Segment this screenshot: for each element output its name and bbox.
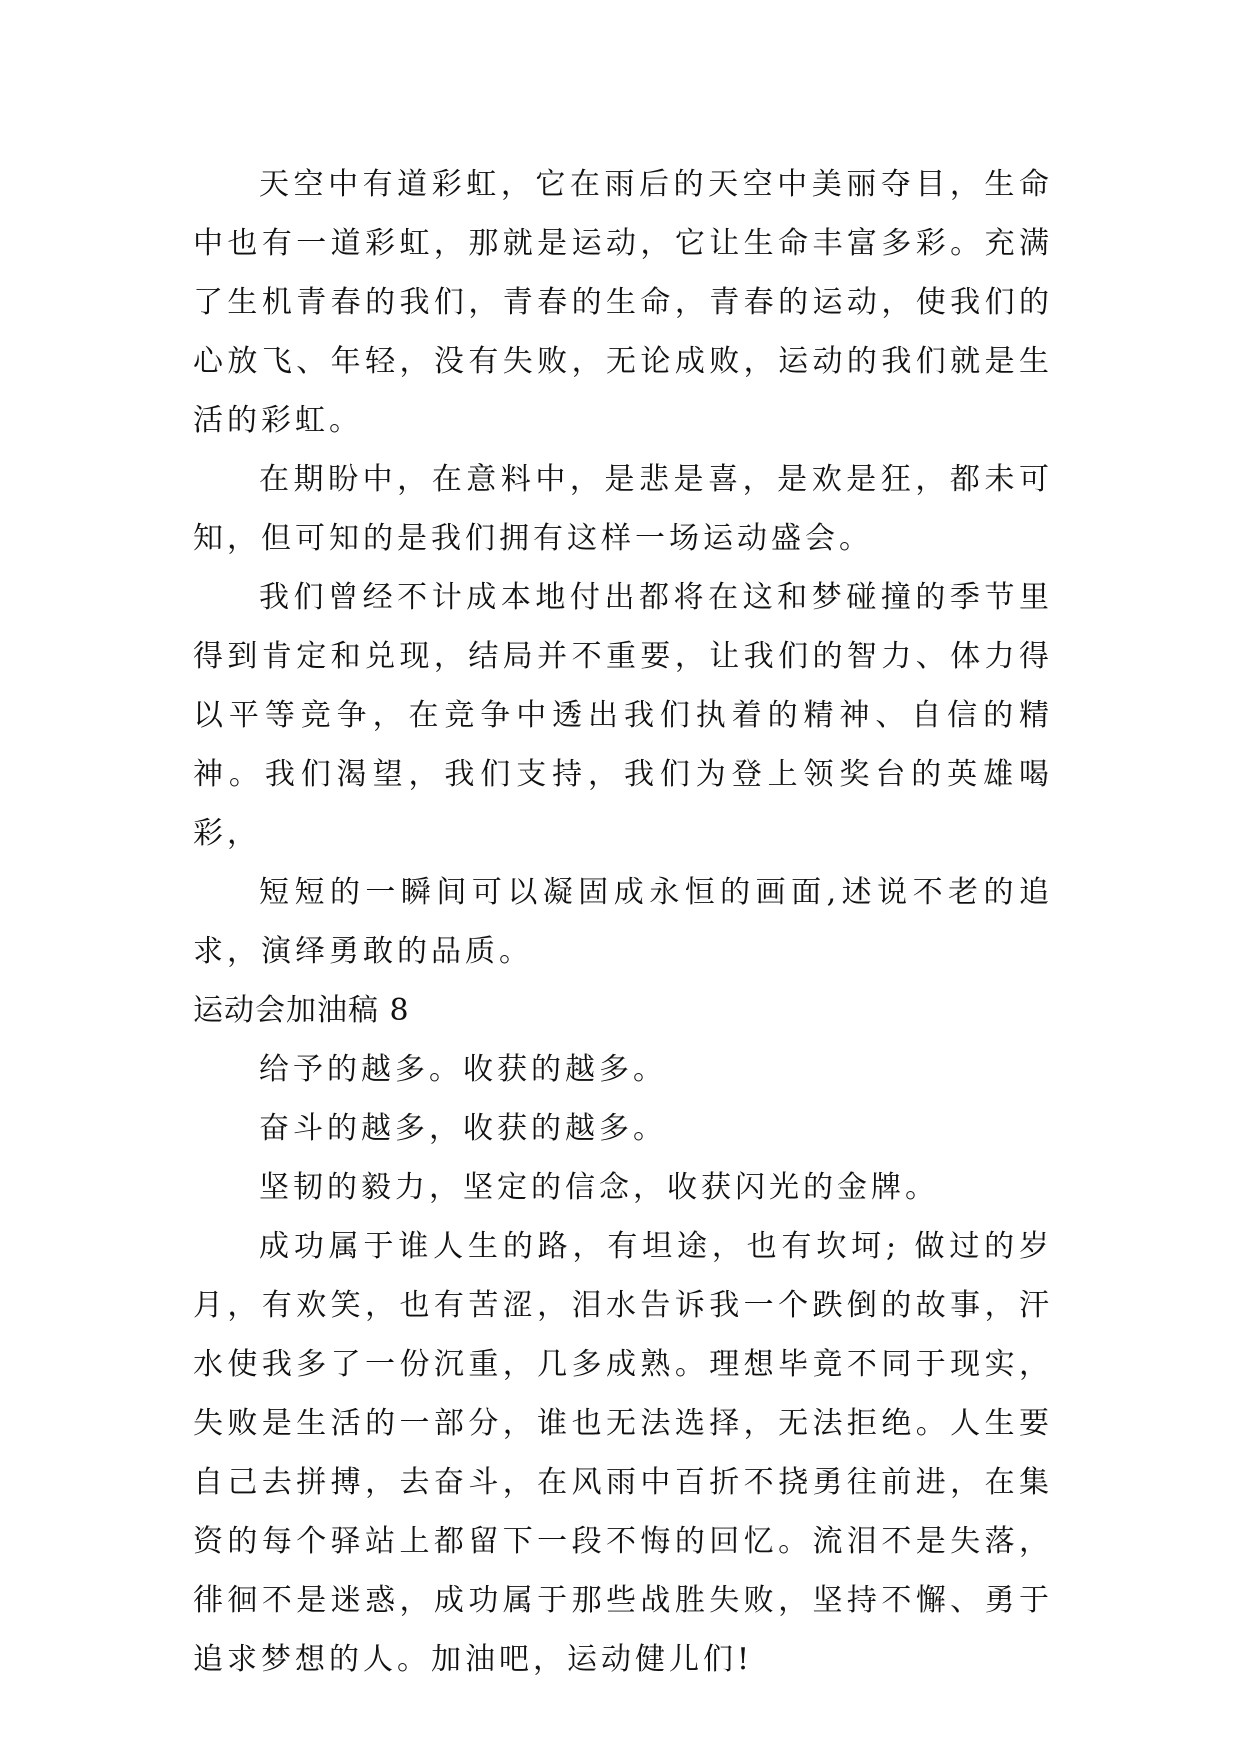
section-heading: 运动会加油稿 8: [193, 993, 410, 1028]
paragraph-moment: 短短的一瞬间可以凝固成永恒的画面,述说不老的追求，演绎勇敢的品质。: [193, 875, 1053, 969]
paragraph-rainbow: 天空中有道彩虹，它在雨后的天空中美丽夺目，生命中也有一道彩虹，那就是运动，它让生命丰富多彩。充满了生机青春的我们，青春的生命，青春的运动，使我们的心放飞、年轻，没有失败，无论成败，运动的我们就是生活的彩虹。: [193, 167, 1053, 438]
paragraph-success: 成功属于谁人生的路，有坦途，也有坎坷; 做过的岁月，有欢笑，也有苦涩，泪水告诉我一个跌倒的故事，汗水使我多了一份沉重，几多成熟。理想毕竟不同于现实，失败是生活的一部分，谁也无法选择，无法拒绝。人生要自己去拼搏，去奋斗，在风雨中百折不挠勇往前进，在集资的每个驿站上都留下一段不悔的回忆。流泪不是失落，徘徊不是迷惑，成功属于那些战胜失败，坚持不懈、勇于追求梦想的人。加油吧，运动健儿们!: [193, 1229, 1053, 1677]
paragraph-striving: 奋斗的越多，收获的越多。: [259, 1111, 667, 1146]
document-body: [193, 155, 1053, 1689]
paragraph-expectation: 在期盼中，在意料中，是悲是喜，是欢是狂，都未可知，但可知的是我们拥有这样一场运动盛会。: [193, 462, 1053, 556]
paragraph-perseverance: 坚韧的毅力，坚定的信念，收获闪光的金牌。: [259, 1170, 939, 1205]
paragraph-giving: 给予的越多。收获的越多。: [259, 1052, 667, 1087]
paragraph-competition: 我们曾经不计成本地付出都将在这和梦碰撞的季节里得到肯定和兑现，结局并不重要，让我们的智力、体力得以平等竞争，在竞争中透出我们执着的精神、自信的精神。我们渴望，我们支持，我们为登上领奖台的英雄喝彩，: [193, 580, 1053, 851]
